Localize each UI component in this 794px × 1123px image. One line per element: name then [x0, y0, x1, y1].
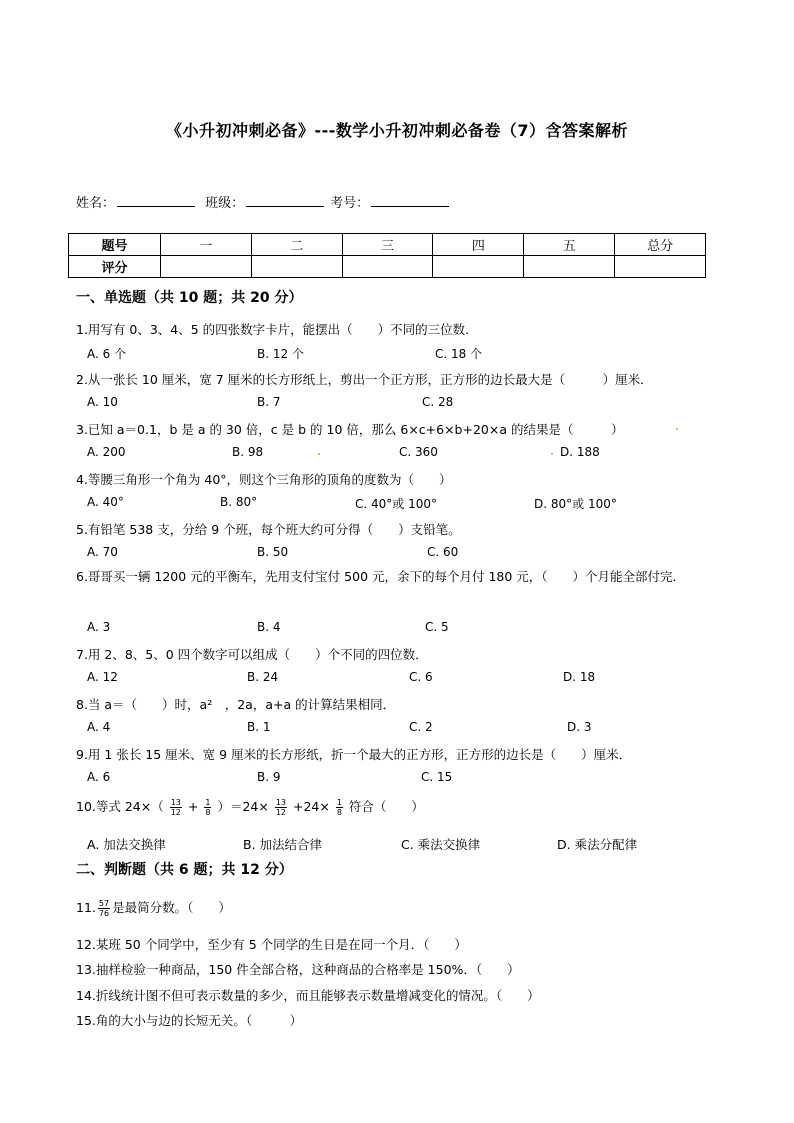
q11-text-pre: 11.	[76, 900, 96, 915]
q10-f4-den: 8	[336, 808, 342, 817]
q10-option-a[interactable]: A. 加法交换律	[87, 837, 166, 852]
page-title: 《小升初冲刺必备》---数学小升初冲刺必备卷（7）含答案解析	[165, 121, 629, 140]
q8-option-c[interactable]: C. 2	[409, 720, 433, 734]
q10-fraction-4	[336, 798, 343, 817]
stray-dot	[551, 453, 553, 455]
q10-text-pre: 10.等式 24×（	[76, 799, 164, 814]
q10-f4-num: 1	[336, 798, 342, 807]
exam-no-blank[interactable]	[371, 194, 449, 207]
q8-option-d[interactable]: D. 3	[567, 720, 592, 734]
q1-option-c[interactable]: C. 18 个	[435, 347, 483, 361]
question-1: 1.用写有 0、3、4、5 的四张数字卡片，能摆出（ ）不同的三位数．	[76, 322, 478, 337]
score-cell[interactable]	[161, 256, 252, 278]
q8-option-a[interactable]: A. 4	[87, 720, 111, 734]
score-table-score-row	[69, 256, 706, 278]
score-table-header-row	[69, 234, 706, 256]
question-7: 7.用 2、8、5、0 四个数字可以组成（ ）个不同的四位数．	[76, 647, 428, 662]
q3-option-b[interactable]: B. 98	[232, 445, 264, 459]
q5-option-c[interactable]: C. 60	[427, 545, 459, 559]
question-3: 3.已知 a＝0.1，b 是 a 的 30 倍，c 是 b 的 10 倍，那么 6×c+6×b+20×a 的结果是（ ）	[76, 422, 624, 437]
q10-text-post: 符合（ ）	[348, 799, 424, 814]
score-table-header-label: 题号	[69, 234, 161, 256]
q1-option-a[interactable]: A. 6 个	[87, 347, 127, 361]
q9-option-a[interactable]: A. 6	[87, 770, 111, 784]
q4-option-a[interactable]: A. 40°	[87, 495, 124, 509]
q4-option-d[interactable]: D. 80°或 100°	[534, 497, 617, 511]
name-blank[interactable]	[117, 194, 195, 207]
question-8: 8.当 a＝（ ）时，a² ，2a，a+a 的计算结果相同．	[76, 697, 396, 712]
q10-fraction-1	[170, 798, 182, 817]
q11-den: 76	[98, 909, 110, 918]
score-table-col: 三	[342, 234, 433, 256]
q10-fraction-2	[204, 798, 211, 817]
exam-no-label: 考号：	[330, 196, 370, 211]
q8-option-b[interactable]: B. 1	[247, 720, 271, 734]
q6-option-b[interactable]: B. 4	[257, 620, 281, 634]
q10-option-d[interactable]: D. 乘法分配律	[557, 837, 638, 852]
q10-f1-num: 13	[170, 798, 181, 807]
q1-option-b[interactable]: B. 12 个	[257, 347, 304, 361]
q7-option-a[interactable]: A. 12	[87, 670, 118, 684]
q10-text-mid: ）＝24×	[217, 799, 269, 814]
question-5: 5.有铅笔 538 支，分给 9 个班，每个班大约可分得（ ）支铅笔。	[76, 522, 461, 537]
score-table-col: 总分	[615, 234, 706, 256]
q10-f3-num: 13	[275, 798, 286, 807]
score-table-col: 二	[251, 234, 342, 256]
question-14: 14.折线统计图不但可表示数量的多少，而且能够表示数量增减变化的情况。（ ）	[76, 988, 540, 1003]
q10-plus: +	[187, 799, 199, 814]
q7-option-d[interactable]: D. 18	[563, 670, 596, 684]
score-table-row-label: 评分	[69, 256, 161, 278]
stray-dot	[318, 453, 320, 455]
q2-option-a[interactable]: A. 10	[87, 395, 118, 409]
question-12: 12.某班 50 个同学中，至少有 5 个同学的生日是在同一个月．（ ）	[76, 937, 467, 952]
student-info-line	[76, 192, 455, 211]
name-label: 姓名：	[76, 196, 116, 211]
score-table-col: 五	[524, 234, 615, 256]
stray-dot	[676, 428, 678, 430]
question-10	[76, 797, 424, 817]
section-1-title: 一、单选题（共 10 题；共 20 分）	[76, 290, 303, 306]
q10-f3-den: 12	[275, 808, 286, 817]
q10-f1-den: 12	[170, 808, 181, 817]
q3-option-d[interactable]: D. 188	[560, 445, 600, 459]
q10-fraction-3	[275, 798, 287, 817]
q10-text-mid2: +24×	[292, 799, 330, 814]
section-2-title: 二、判断题（共 6 题；共 12 分）	[76, 862, 293, 878]
class-blank[interactable]	[246, 194, 324, 207]
score-table-col: 四	[433, 234, 524, 256]
question-2: 2.从一张长 10 厘米，宽 7 厘米的长方形纸上，剪出一个正方形，正方形的边长最大是（ ）厘米．	[76, 372, 653, 387]
q4-option-b[interactable]: B. 80°	[220, 495, 258, 509]
q4-option-c[interactable]: C. 40°或 100°	[355, 497, 437, 511]
q7-option-c[interactable]: C. 6	[409, 670, 433, 684]
q10-option-c[interactable]: C. 乘法交换律	[401, 837, 481, 852]
q10-f2-den: 8	[205, 808, 211, 817]
question-6: 6.哥哥买一辆 1200 元的平衡车，先用支付宝付 500 元，余下的每个月付 180 元，（ ）个月能全部付完．	[76, 569, 686, 584]
q11-num: 57	[98, 899, 110, 908]
q2-option-b[interactable]: B. 7	[257, 395, 281, 409]
q10-option-b[interactable]: B. 加法结合律	[243, 837, 323, 852]
q9-option-c[interactable]: C. 15	[421, 770, 453, 784]
q11-fraction	[98, 899, 110, 918]
q5-option-a[interactable]: A. 70	[87, 545, 118, 559]
question-13: 13.抽样检验一种商品，150 件全部合格，这种商品的合格率是 150%．（ ）	[76, 962, 520, 977]
q6-option-a[interactable]: A. 3	[87, 620, 111, 634]
score-cell[interactable]	[251, 256, 342, 278]
question-4: 4.等腰三角形一个角为 40°，则这个三角形的顶角的度数为（ ）	[76, 472, 452, 487]
q10-f2-num: 1	[205, 798, 211, 807]
q3-option-c[interactable]: C. 360	[399, 445, 438, 459]
score-table	[68, 233, 706, 278]
class-label: 班级：	[205, 196, 245, 211]
q5-option-b[interactable]: B. 50	[257, 545, 289, 559]
q7-option-b[interactable]: B. 24	[247, 670, 279, 684]
q2-option-c[interactable]: C. 28	[422, 395, 454, 409]
q6-option-c[interactable]: C. 5	[425, 620, 449, 634]
score-cell[interactable]	[342, 256, 433, 278]
q11-text-post: 是最简分数。（ ）	[112, 900, 231, 915]
question-15: 15.角的大小与边的长短无关。（ ）	[76, 1013, 303, 1028]
score-table-col: 一	[161, 234, 252, 256]
question-11	[76, 898, 231, 918]
question-9: 9.用 1 张长 15 厘米、宽 9 厘米的长方形纸，折一个最大的正方形，正方形的边长是（ ）厘米．	[76, 747, 632, 762]
score-cell[interactable]	[524, 256, 615, 278]
score-cell[interactable]	[615, 256, 706, 278]
score-cell[interactable]	[433, 256, 524, 278]
q3-option-a[interactable]: A. 200	[87, 445, 126, 459]
q9-option-b[interactable]: B. 9	[257, 770, 281, 784]
